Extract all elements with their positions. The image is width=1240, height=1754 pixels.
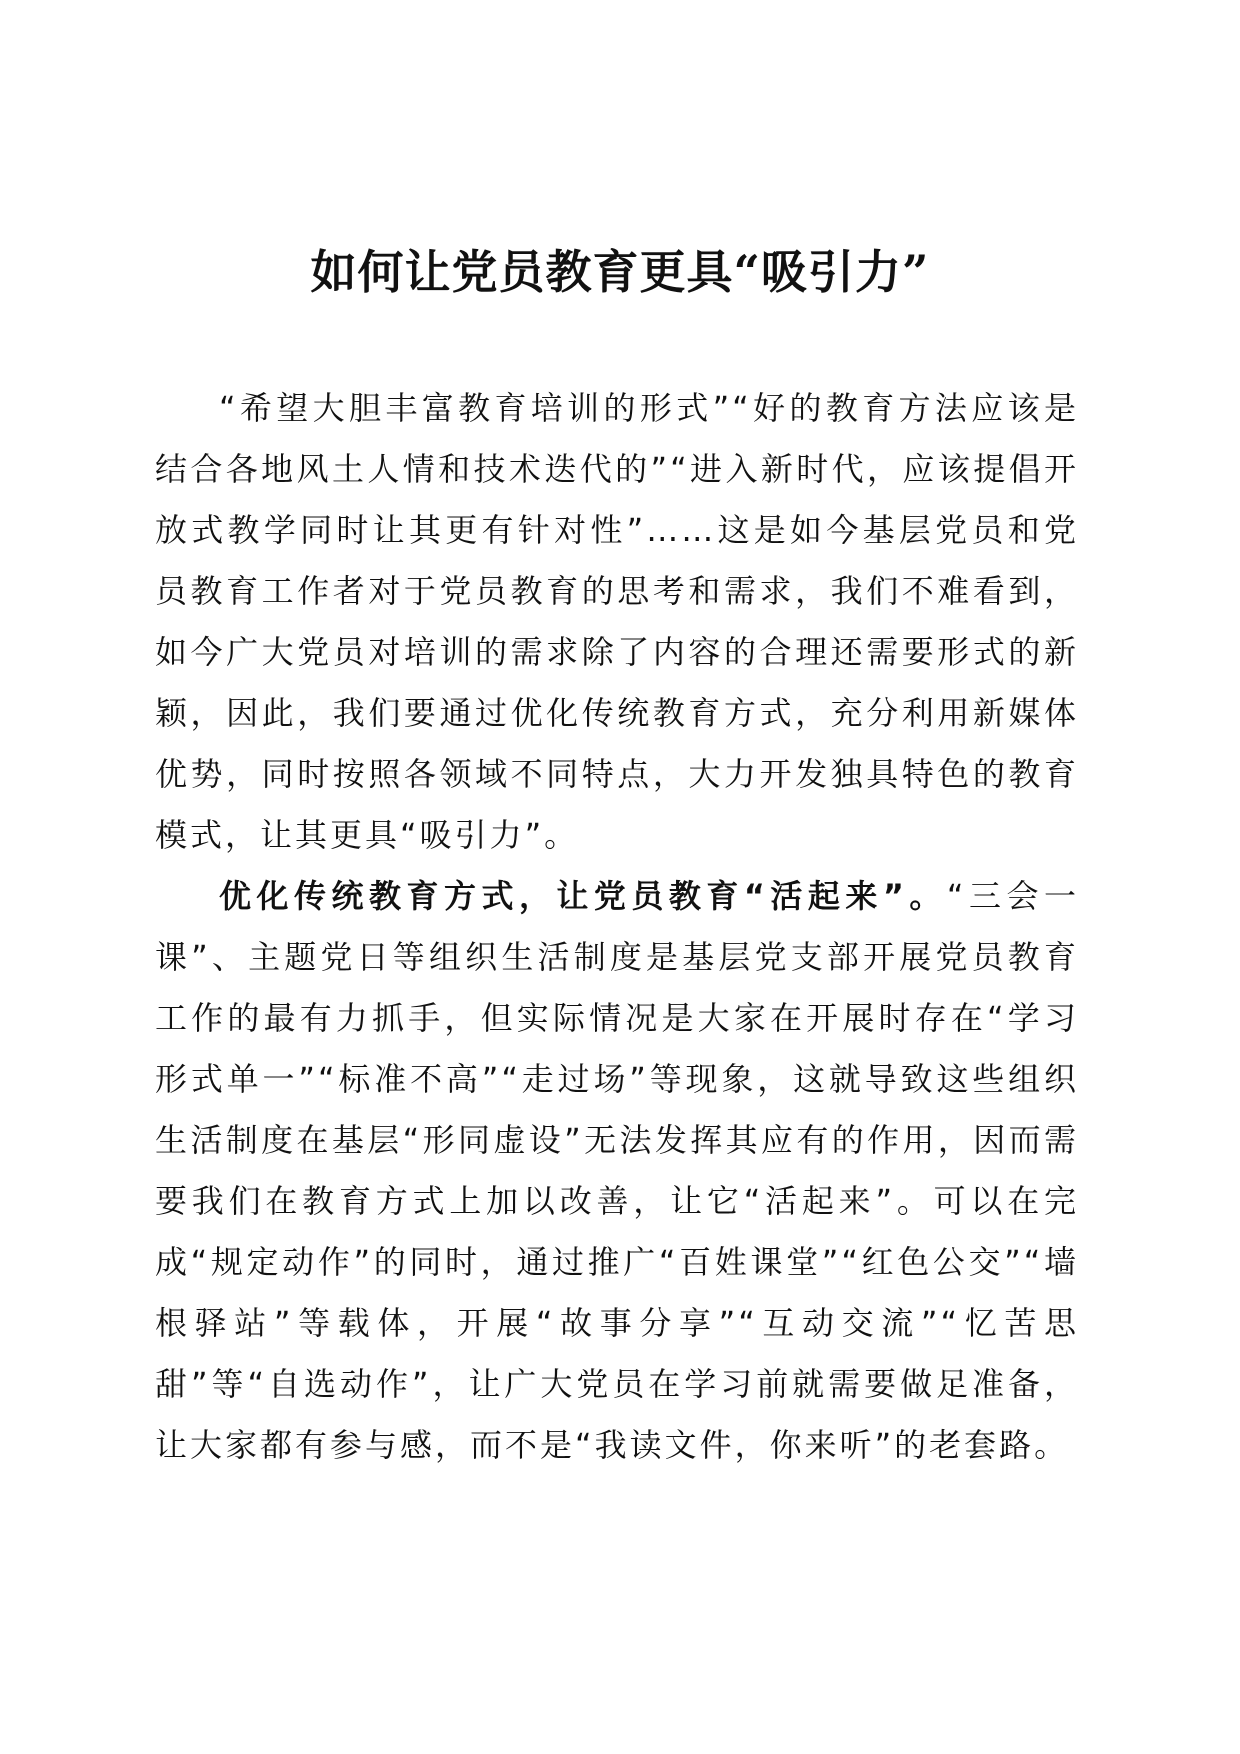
document-title: 如何让党员教育更具“吸引力” bbox=[310, 245, 930, 299]
paragraph-intro bbox=[155, 378, 1079, 866]
paragraph-text: “希望大胆丰富教育培训的形式”“好的教育方法应该是结合各地风土人情和技术迭代的”“进入新时代，应该提倡开放式教学同时让其更有针对性”……这是如今基层党员和党员教育工作者对于党员教育的思考和需求，我们不难看到，如今广大党员对培训的需求除了内容的合理还需要形式的新颖，因此，我们要通过优化传统教育方式，充分利用新媒体优势，同时按照各领域不同特点，大力开发独具特色的教育模式，让其更具“吸引力”。 bbox=[155, 389, 1079, 854]
document-body bbox=[155, 378, 1079, 1476]
paragraph-text: “三会一课”、主题党日等组织生活制度是基层党支部开展党员教育工作的最有力抓手，但实际情况是大家在开展时存在“学习形式单一”“标准不高”“走过场”等现象，这就导致这些组织生活制度在基层“形同虚设”无法发挥其应有的作用，因而需要我们在教育方式上加以改善，让它“活起来”。可以在完成“规定动作”的同时，通过推广“百姓课堂”“红色公交”“墙根驿站”等载体，开展“故事分享”“互动交流”“忆苦思甜”等“自选动作”，让广大党员在学习前就需要做足准备，让大家都有参与感，而不是“我读文件，你来听”的老套路。 bbox=[155, 877, 1079, 1464]
paragraph-section-1 bbox=[155, 866, 1079, 1476]
paragraph-lead: 优化传统教育方式，让党员教育“活起来”。 bbox=[219, 877, 947, 915]
